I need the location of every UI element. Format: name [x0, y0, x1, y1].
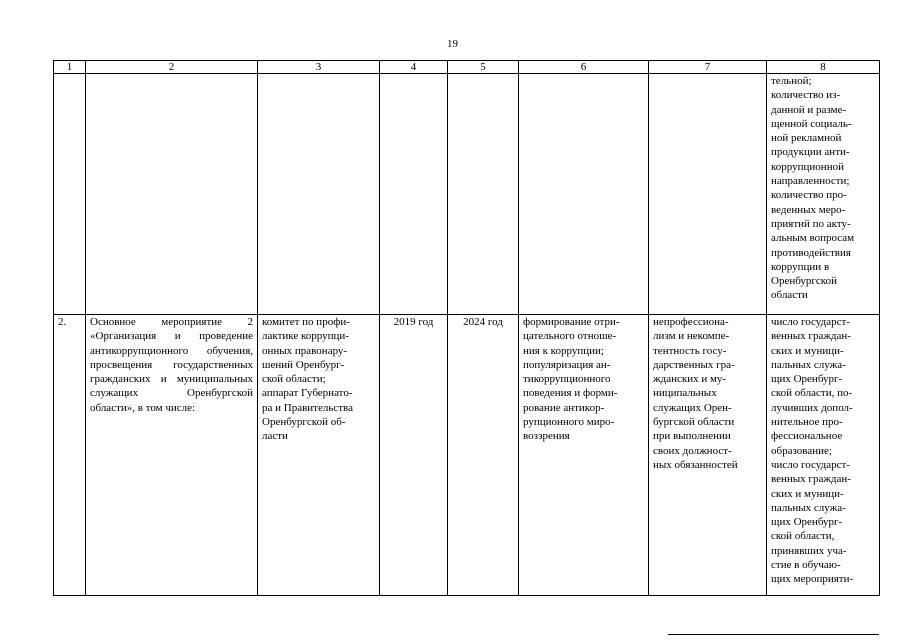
start-year: 2019 год [393, 316, 434, 328]
executor: комитет по профи- лактике коррупци- онных правонару- шений Оренбург- ской области; аппарат Губернато- ра и Правительства Оренбургской об- ласти [262, 316, 353, 443]
consequences: непрофессиона- лизм и некомпе- тентность госу- дарственных гра- жданских и му- ниципальных служащих Орен- бургской области при выполнении своих должност- ных обязанностей [653, 316, 738, 471]
cont-cell-4 [380, 74, 448, 315]
cont-cell-3 [258, 74, 380, 315]
cont-cell-2 [86, 74, 258, 315]
cont-cell-1 [54, 74, 86, 315]
table-row-continuation [54, 74, 880, 315]
start-year-cell [380, 315, 448, 596]
header-row [54, 61, 880, 74]
row-number: 2. [58, 316, 67, 328]
expected-result-cell [519, 315, 649, 596]
measure-name-cell [86, 315, 258, 596]
table-row-2 [54, 315, 880, 596]
header-col-7: 7 [649, 61, 767, 74]
executor-cell [258, 315, 380, 596]
bottom-rule [668, 634, 879, 635]
indicators-cell [767, 315, 880, 596]
page-number: 19 [447, 38, 458, 50]
cont-cell-5 [448, 74, 519, 315]
header-col-2: 2 [86, 61, 258, 74]
end-year: 2024 год [463, 316, 503, 328]
expected-result: формирование отри- цательного отноше- ния к коррупции; популяризация ан- тикоррупционного поведения и форми- рование антикор- рупционного миро- воззрения [523, 316, 620, 443]
consequences-cell [649, 315, 767, 596]
header-col-1: 1 [54, 61, 86, 74]
cont-cell-8 [767, 74, 880, 315]
indicators: число государст- венных граждан- ских и муници- пальных служа- щих Оренбург- ской области, по- лучивших допол- нительное про- фессиональное образование; число государст- венных граждан- ских и муници- пальных служа- щих Оренбург- ской области, принявших уча- стие в обучаю- щих мероприяти- [771, 316, 854, 586]
header-col-3: 3 [258, 61, 380, 74]
header-col-4: 4 [380, 61, 448, 74]
header-col-6: 6 [519, 61, 649, 74]
measures-table [53, 60, 880, 596]
cont-cell-7 [649, 74, 767, 315]
cont-cell-6 [519, 74, 649, 315]
header-col-8: 8 [767, 61, 880, 74]
header-col-5: 5 [448, 61, 519, 74]
end-year-cell [448, 315, 519, 596]
measure-name: Основное мероприятие 2 «Организация и проведение антикоррупционного обучения, просвещения государственных гражданских и муниципальных служащих Оренбургской области», в том числе: [90, 316, 253, 414]
indicators-text: тельной; количество из- данной и разме- щенной социаль- ной рекламной продукции анти- коррупционной направленности; количество про- веденных меро- приятий по акту- альным вопросам противодействия коррупции в Оренбургской области [771, 75, 855, 302]
row-number-cell [54, 315, 86, 596]
